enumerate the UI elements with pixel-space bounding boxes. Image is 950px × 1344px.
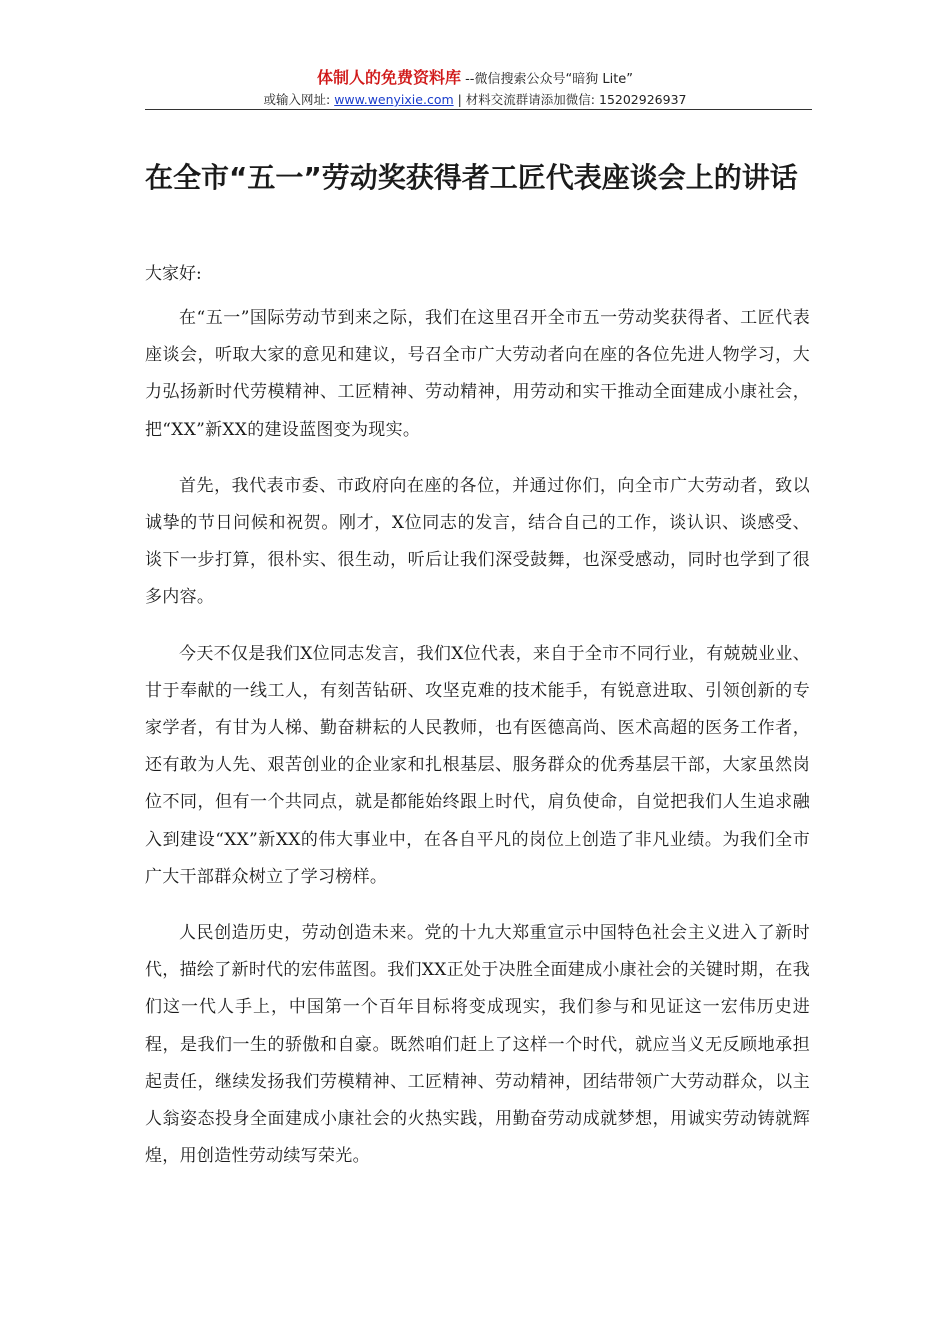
header-tagline: --微信搜索公众号“暗狗 Lite”: [465, 72, 634, 87]
header-banner: [0, 68, 950, 90]
paragraph: 今天不仅是我们X位同志发言，我们X位代表，来自于全市不同行业，有兢兢业业、甘于奉献的一线工人，有刻苦钻研、攻坚克难的技术能手，有锐意进取、引领创新的专家学者，有甘为人梯、勤奋耕耘的人民教师，也有医德高尚、医术高超的医务工作者，还有敢为人先、艰苦创业的企业家和扎根基层、服务群众的优秀基层干部，大家虽然岗位不同，但有一个共同点，就是都能始终跟上时代，肩负使命，自觉把我们人生追求融入到建设“XX”新XX的伟大事业中，在各自平凡的岗位上创造了非凡业绩。为我们全市广大干部群众树立了学习榜样。: [145, 643, 810, 887]
paragraph: 在“五一”国际劳动节到来之际，我们在这里召开全市五一劳动奖获得者、工匠代表座谈会，听取大家的意见和建议，号召全市广大劳动者向在座的各位先进人物学习，大力弘扬新时代劳模精神、工匠精神、劳动精神，用劳动和实干推动全面建成小康社会，把“XX”新XX的建设蓝图变为现实。: [145, 308, 810, 440]
document-title: 在全市“五一”劳动奖获得者工匠代表座谈会上的讲话: [145, 161, 798, 194]
page-header: [0, 68, 950, 110]
document-body: [145, 256, 810, 1194]
contact-info: | 材料交流群请添加微信: 15202926937: [457, 92, 687, 107]
paragraph: 首先，我代表市委、市政府向在座的各位，并通过你们，向全市广大劳动者，致以诚挚的节日问候和祝贺。刚才，X位同志的发言，结合自己的工作，谈认识、谈感受、谈下一步打算，很朴实、很生动，听后让我们深受鼓舞，也深受感动，同时也学到了很多内容。: [145, 475, 810, 608]
site-name: 体制人的免费资料库: [316, 68, 461, 87]
salutation: 大家好:: [145, 264, 202, 284]
url-prefix: 或输入网址:: [263, 92, 331, 107]
site-url-link[interactable]: www.wenyixie.com: [334, 92, 454, 107]
header-contact-line: [0, 90, 950, 110]
paragraph: 人民创造历史，劳动创造未来。党的十九大郑重宣示中国特色社会主义进入了新时代，描绘了新时代的宏伟蓝图。我们XX正处于决胜全面建成小康社会的关键时期，在我们这一代人手上，中国第一个百年目标将变成现实，我们参与和见证这一宏伟历史进程，是我们一生的骄傲和自豪。既然咱们赶上了这样一个时代，就应当义无反顾地承担起责任，继续发扬我们劳模精神、工匠精神、劳动精神，团结带领广大劳动群众，以主人翁姿态投身全面建成小康社会的火热实践，用勤奋劳动成就梦想，用诚实劳动铸就辉煌，用创造性劳动续写荣光。: [145, 923, 810, 1167]
header-divider: [145, 109, 812, 110]
